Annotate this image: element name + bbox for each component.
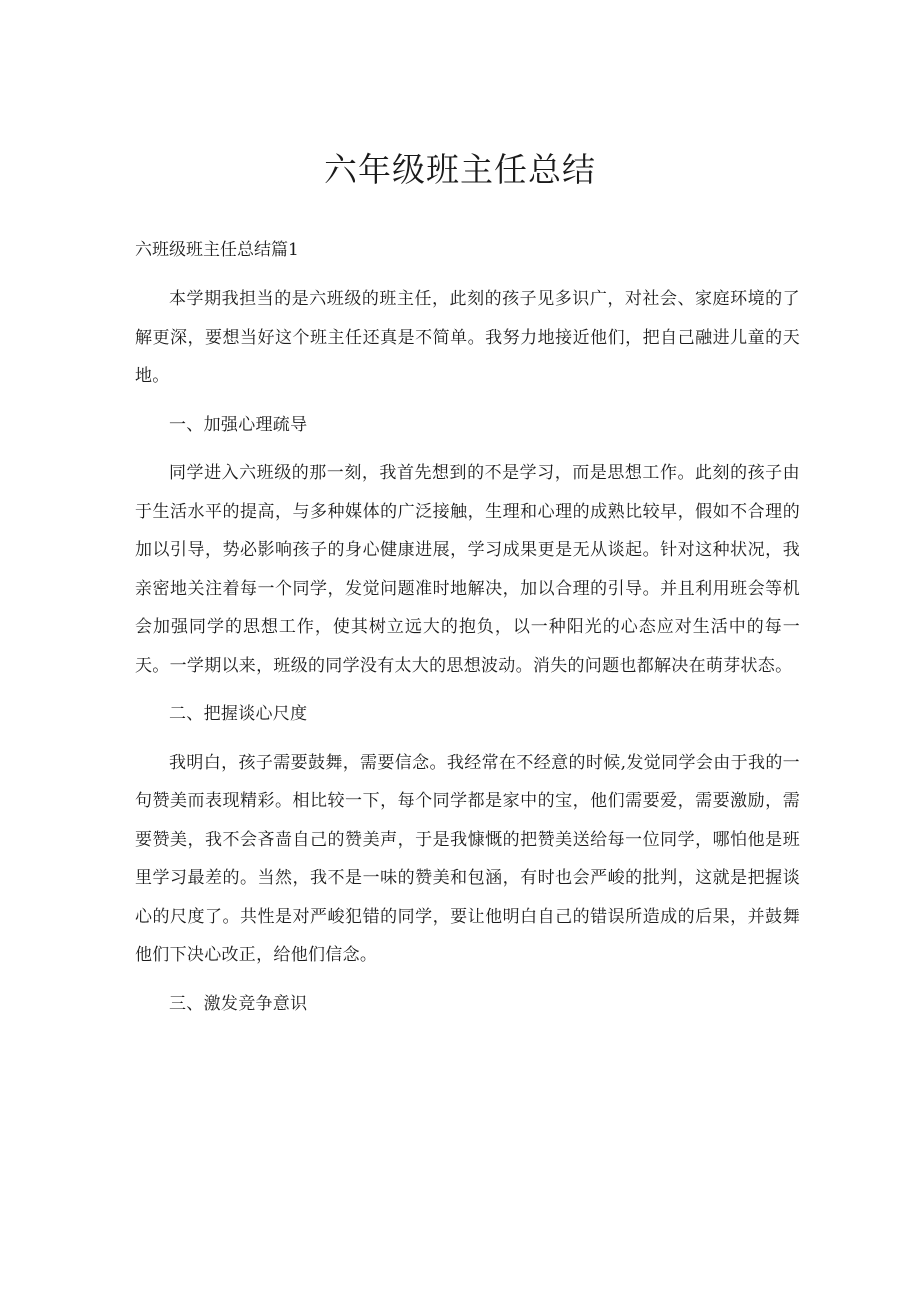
document-title: 六年级班主任总结 xyxy=(324,150,596,189)
section-heading-1: 一、加强心理疏导 xyxy=(169,414,308,435)
section-heading-2: 二、把握谈心尺度 xyxy=(169,704,308,724)
section-2-paragraph: 我明白，孩子需要鼓舞，需要信念。我经常在不经意的时候,发觉同学会由于我的一句赞美而表现精彩。相比较一下，每个同学都是家中的宝，他们需要爱，需要激励，需要赞美，我不会吝啬自己的赞美声，于是我慷慨的把赞美送给每一位同学，哪怕他是班里学习最差的。当然，我不是一味的赞美和包涵，有时也会严峻的批判，这就是把握谈心的尺度了。共性是对严峻犯错的同学，要让他明白自己的错误所造成的后果，并鼓舞他们下决心改正，给他们信念。 xyxy=(135,752,800,965)
document-subtitle: 六班级班主任总结篇1 xyxy=(135,240,299,260)
document-body xyxy=(135,280,800,1033)
intro-paragraph: 本学期我担当的是六班级的班主任，此刻的孩子见多识广，对社会、家庭环境的了解更深，要想当好这个班主任还真是不简单。我努力地接近他们，把自己融进儿童的天地。 xyxy=(135,289,800,386)
section-heading-3: 三、激发竞争意识 xyxy=(169,993,308,1014)
section-1-paragraph: 同学进入六班级的那一刻，我首先想到的不是学习，而是思想工作。此刻的孩子由于生活水平的提高，与多种媒体的广泛接触，生理和心理的成熟比较早，假如不合理的加以引导，势必影响孩子的身心健康进展，学习成果更是无从谈起。针对这种状况，我亲密地关注着每一个同学，发觉问题准时地解决，加以合理的引导。并且利用班会等机会加强同学的思想工作，使其树立远大的抱负，以一种阳光的心态应对生活中的每一天。一学期以来，班级的同学没有太大的思想波动。消失的问题也都解决在萌芽状态。 xyxy=(135,463,800,676)
